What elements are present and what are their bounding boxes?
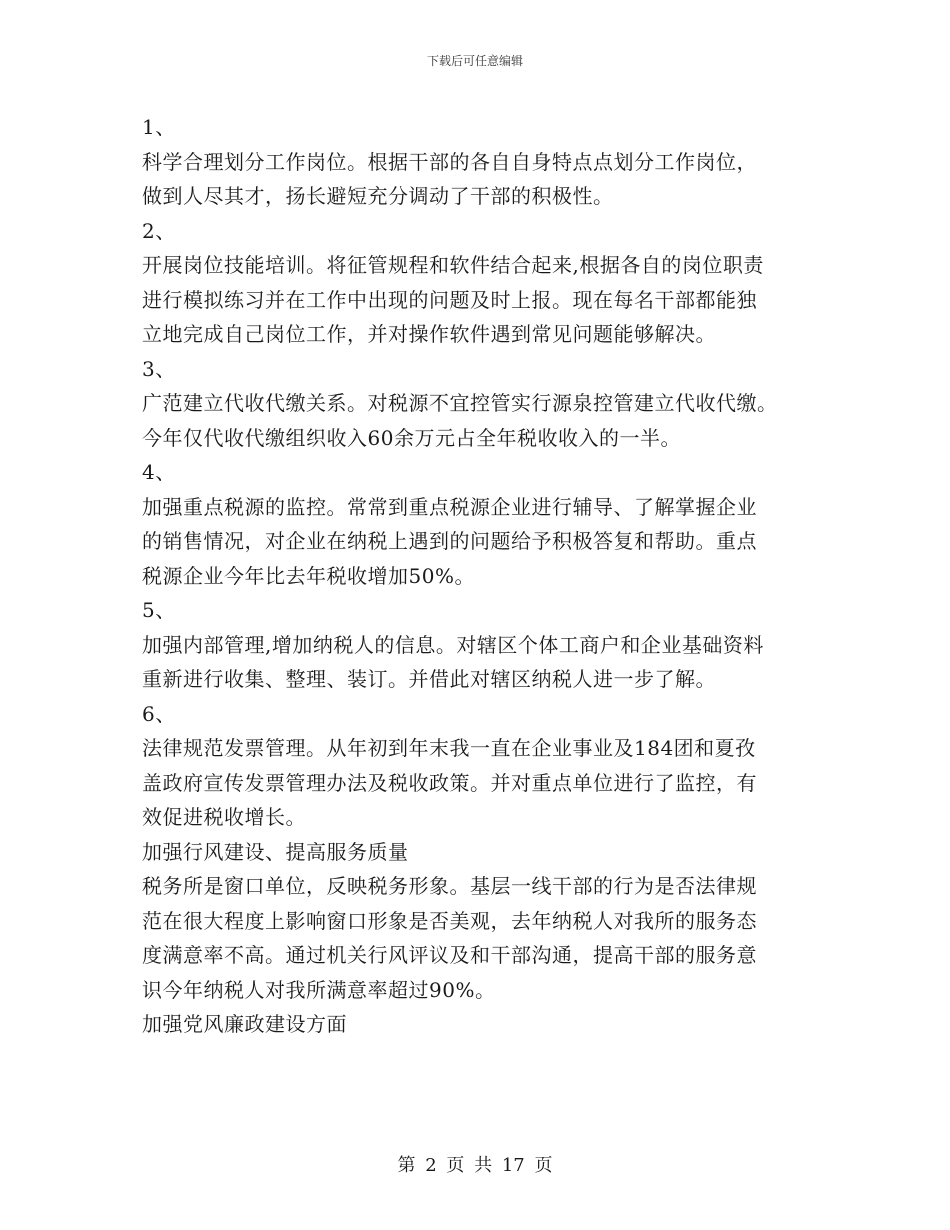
- body-line: 4、: [142, 460, 176, 484]
- body-line: 加强党风廉政建设方面: [142, 1012, 347, 1036]
- body-line: 税源企业今年比去年税收增加50%。: [142, 563, 475, 588]
- body-line: 5、: [142, 598, 176, 622]
- body-line: 法律规范发票管理。从年初到年末我一直在企业事业及184团和夏孜: [142, 736, 756, 760]
- body-line: 今年仅代收代缴组织收入60余万元占全年税收收入的一半。: [142, 425, 681, 450]
- body-line: 重新进行收集、整理、装订。并借此对辖区纳税人进一步了解。: [142, 667, 716, 691]
- page-footer: 第 2 页 共 17 页: [397, 1155, 553, 1176]
- body-line: 税务所是窗口单位，反映税务形象。基层一线干部的行为是否法律规: [142, 874, 757, 898]
- body-line: 度满意率不高。通过机关行风评议及和干部沟通，提高干部的服务意: [142, 943, 757, 967]
- body-line: 的销售情况，对企业在纳税上遇到的问题给予积极答复和帮助。重点: [142, 529, 757, 553]
- body-line: 识今年纳税人对我所满意率超过90%。: [142, 977, 496, 1002]
- body-line: 立地完成自己岗位工作，并对操作软件遇到常见问题能够解决。: [142, 322, 716, 346]
- body-line: 2、: [142, 218, 176, 243]
- body-line: 加强重点税源的监控。常常到重点税源企业进行辅导、了解掌握企业: [142, 494, 757, 519]
- body-line: 做到人尽其才，扬长避短充分调动了干部的积极性。: [142, 184, 614, 208]
- body-line: 开展岗位技能培训。将征管规程和软件结合起来,根据各自的岗位职责: [142, 253, 764, 277]
- page-header: 下载后可任意编辑: [426, 54, 523, 68]
- body-line: 1、: [142, 115, 176, 139]
- body-line: 加强内部管理,增加纳税人的信息。对辖区个体工商户和企业基础资料: [142, 632, 764, 657]
- body-line: 效促进税收增长。: [142, 805, 306, 829]
- body-line: 进行模拟练习并在工作中出现的问题及时上报。现在每名干部都能独: [142, 287, 757, 312]
- body-line: 6、: [142, 701, 176, 726]
- body-line: 广范建立代收代缴关系。对税源不宜控管实行源泉控管建立代收代缴。: [142, 391, 778, 415]
- body-line: 盖政府宣传发票管理办法及税收政策。并对重点单位进行了监控，有: [142, 770, 757, 795]
- body-line: 范在很大程度上影响窗口形象是否美观，去年纳税人对我所的服务态: [142, 908, 757, 933]
- body-line: 加强行风建设、提高服务质量: [142, 839, 409, 864]
- document-body: [142, 110, 822, 1042]
- body-line: 科学合理划分工作岗位。根据干部的各自自身特点点划分工作岗位，: [142, 149, 757, 174]
- body-line: 3、: [142, 356, 176, 381]
